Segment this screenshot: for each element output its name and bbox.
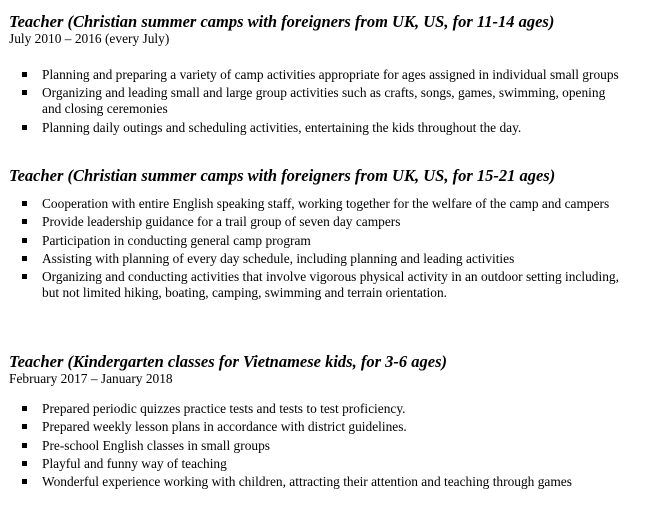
responsibilities-list	[22, 67, 622, 138]
list-item-text: Organizing and conducting activities that involve vigorous physical activity in an outdoor setting including, but not limited hiking, boating, camping, swimming and terrain orientation.	[42, 269, 619, 301]
bullet-icon	[22, 424, 27, 429]
experience-section-camp-15-21	[9, 166, 639, 185]
bullet-icon	[22, 479, 27, 484]
list-item-text: Wonderful experience working with children, attracting their attention and teaching through games	[42, 474, 572, 490]
bullet-icon	[22, 274, 27, 279]
job-title: Teacher (Christian summer camps with foreigners from UK, US, for 15-21 ages)	[9, 166, 556, 185]
bullet-icon	[22, 72, 27, 77]
experience-section-camp-11-14	[9, 12, 639, 47]
list-item-text: Planning daily outings and scheduling activities, entertaining the kids throughout the day.	[42, 119, 522, 135]
list-item	[22, 214, 622, 230]
list-item-text: Prepared periodic quizzes practice tests and tests to test proficiency.	[42, 401, 406, 416]
responsibilities-list	[22, 401, 622, 492]
list-item	[22, 269, 622, 301]
bullet-icon	[22, 125, 27, 130]
list-item	[22, 85, 622, 117]
bullet-icon	[22, 461, 27, 466]
bullet-icon	[22, 443, 27, 448]
job-title: Teacher (Christian summer camps with foreigners from UK, US, for 11-14 ages)	[9, 12, 555, 31]
bullet-icon	[22, 406, 27, 411]
list-item	[22, 251, 622, 267]
list-item	[22, 401, 622, 417]
list-item-text: Pre-school English classes in small groups	[42, 437, 270, 453]
list-item	[22, 120, 622, 136]
list-item-text: Cooperation with entire English speaking staff, working together for the welfare of the camp and campers	[42, 196, 610, 211]
list-item-text: Assisting with planning of every day schedule, including planning and leading activities	[42, 250, 515, 266]
job-dates: July 2010 – 2016 (every July)	[9, 31, 170, 46]
list-item-text: Participation in conducting general camp program	[42, 232, 311, 248]
list-item-text: Playful and funny way of teaching	[42, 455, 227, 471]
bullet-icon	[22, 90, 27, 95]
list-item	[22, 196, 622, 212]
list-item-text: Provide leadership guidance for a trail group of seven day campers	[42, 214, 401, 230]
list-item	[22, 456, 622, 472]
list-item-text: Organizing and leading small and large group activities such as crafts, songs, games, swimming, opening and closing ceremonies	[42, 85, 606, 117]
list-item-text: Prepared weekly lesson plans in accordance with district guidelines.	[42, 419, 407, 435]
bullet-icon	[22, 219, 27, 224]
job-title: Teacher (Kindergarten classes for Vietnamese kids, for 3-6 ages)	[9, 352, 447, 371]
list-item-text: Planning and preparing a variety of camp activities appropriate for ages assigned in individual small groups	[42, 67, 619, 82]
experience-section-kindergarten	[9, 352, 639, 387]
list-item	[22, 474, 622, 490]
bullet-icon	[22, 256, 27, 261]
bullet-icon	[22, 238, 27, 243]
bullet-icon	[22, 201, 27, 206]
list-item	[22, 419, 622, 435]
job-dates: February 2017 – January 2018	[9, 371, 173, 386]
list-item	[22, 67, 622, 83]
list-item	[22, 233, 622, 249]
list-item	[22, 438, 622, 454]
responsibilities-list	[22, 196, 622, 303]
